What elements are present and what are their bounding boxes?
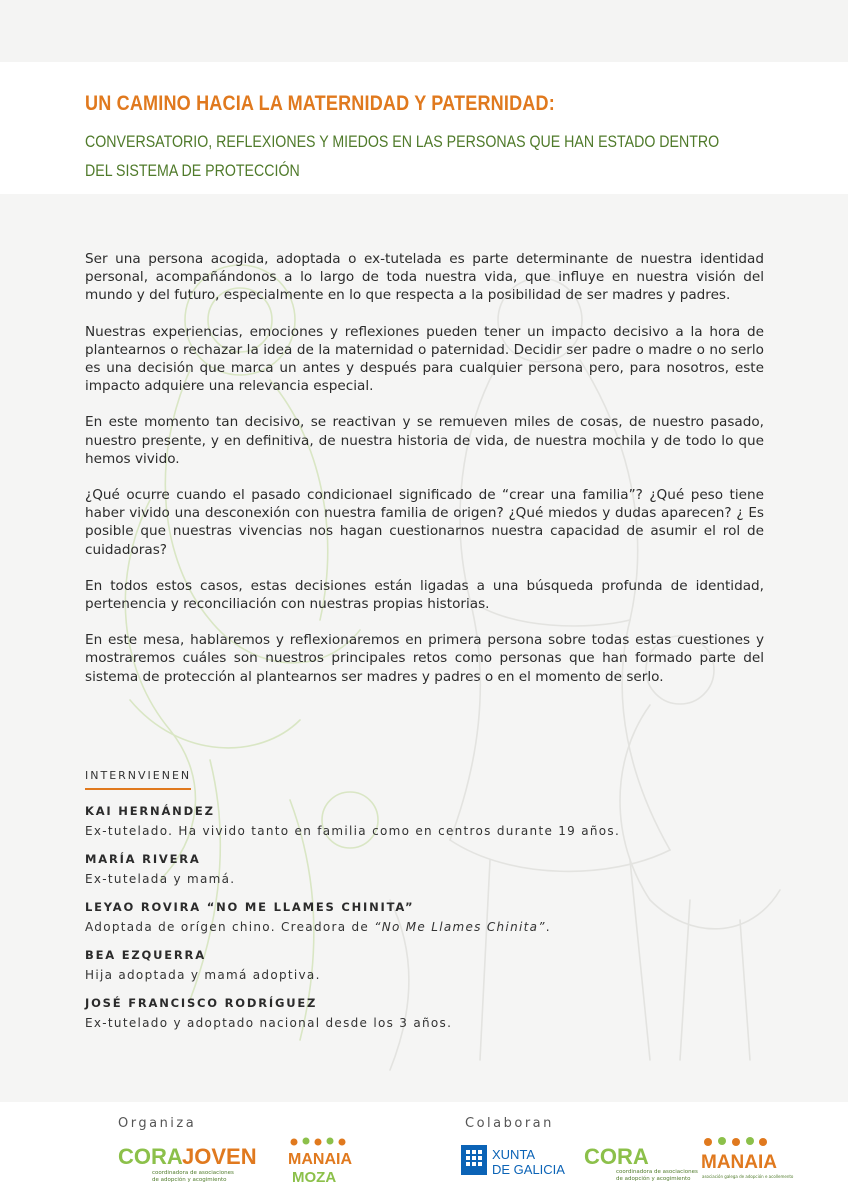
manaia-logo [700, 1136, 794, 1188]
participant [85, 996, 785, 1030]
cora-joven-tagline-1: coordinadora de asociaciones [152, 1170, 234, 1176]
xunta-line-2: DE GALICIA [492, 1162, 565, 1177]
description-text: Adoptada de orígen chino. Creadora de [85, 920, 375, 934]
participant-name: LEYAO ROVIRA “NO ME LLAMES CHINITA” [85, 900, 415, 914]
description-emphasis: “No Me Llames Chinita” [374, 920, 546, 934]
participant-description: Ex-tutelada y mamá. [85, 872, 236, 886]
participants-label: INTERNVIENEN [85, 769, 191, 790]
cora-joven-joven: JOVEN [182, 1144, 257, 1169]
top-margin [0, 0, 848, 62]
participant-name: JOSÉ FRANCISCO RODRÍGUEZ [85, 996, 318, 1010]
header-band [0, 62, 848, 194]
cora-logo [584, 1142, 698, 1182]
participant-description: Ex-tutelado y adoptado nacional desde los 3 años. [85, 1016, 453, 1030]
participant-description [85, 920, 785, 934]
manaia-moza-logo [286, 1136, 356, 1192]
description-suffix: . [545, 920, 551, 934]
cora-tagline-2: de adopción y acogimiento [616, 1176, 691, 1182]
participant [85, 948, 785, 982]
paragraph-2: Nuestras experiencias, emociones y reflexiones pueden tener un impacto decisivo a la hora de plantearnos o rechazar la idea de la maternidad o paternidad. Decidir ser padre o madre o no serlo es una decisión que marca un antes y después para cualquier persona pero, para nosotros, este impacto adquiere una relevancia especial. [85, 323, 764, 395]
cora-joven-tagline-2: de adopción y acogimiento [152, 1177, 227, 1183]
xunta-line-1: XUNTA [492, 1147, 536, 1162]
manaia-main: MANAIA [701, 1152, 777, 1173]
cora-joven-logo [118, 1140, 258, 1190]
paragraph-3: En este momento tan decisivo, se reactivan y se remueven miles de cosas, de nuestro pasado, nuestro presente, y en definitiva, de nuestra historia de vida, de nuestra mochila y de todo lo que hemos vivido. [85, 414, 764, 467]
manaia-moza-sub: MOZA [292, 1169, 337, 1186]
participant-name: KAI HERNÁNDEZ [85, 804, 215, 818]
organiza-label: Organiza [118, 1116, 197, 1131]
paragraph-6: En este mesa, hablaremos y reflexionaremos en primera persona sobre todas estas cuestiones y mostraremos cuáles son nuestros principales retos como personas que han formado parte del sistema de protección al plantearnos ser madres y padres o en el momento de serlo. [85, 632, 764, 685]
page-subtitle: CONVERSATORIO, REFLEXIONES Y MIEDOS EN LAS PERSONAS QUE HAN ESTADO DENTRO DEL SISTEMA DE PROTECCIÓN [85, 133, 720, 180]
xunta-de-galicia-logo [461, 1144, 581, 1178]
manaia-tagline: asociación galega de adopción e acollemento [702, 1174, 794, 1179]
participant-description: Ex-tutelado. Ha vivido tanto en familia como en centros durante 19 años. [85, 824, 621, 838]
paragraph-4: ¿Qué ocurre cuando el pasado condicionael significado de “crear una familia”? ¿Qué peso tiene haber vivido una desconexión con nuestra familia de origen? ¿Qué miedos y dudas aparecen? ¿ Es posible que nuestras vivencias nos hagan cuestionarnos nuestra capacidad de asumir el rol de cuidadoras? [85, 487, 764, 558]
participant-name: BEA EZQUERRA [85, 948, 206, 962]
manaia-moza-main: MANAIA [288, 1151, 352, 1168]
participant [85, 804, 785, 838]
cora-main: CORA [584, 1144, 649, 1169]
page-title: UN CAMINO HACIA LA MATERNIDAD Y PATERNIDAD: [85, 92, 555, 115]
participant [85, 852, 785, 886]
cora-tagline-1: coordinadora de asociaciones [616, 1169, 698, 1175]
paragraph-5: En todos estos casos, estas decisiones están ligadas a una búsqueda profunda de identidad, pertenencia y reconciliación con nuestras propias historias. [85, 577, 764, 613]
participants-section [85, 764, 785, 1030]
colaboran-label: Colaboran [465, 1116, 554, 1131]
participant [85, 900, 785, 934]
cora-joven-main: CORA [118, 1144, 183, 1169]
body-text [85, 250, 764, 704]
participant-description: Hija adoptada y mamá adoptiva. [85, 968, 321, 982]
footer [0, 1102, 848, 1200]
participant-name: MARÍA RIVERA [85, 852, 201, 866]
paragraph-1: Ser una persona acogida, adoptada o ex-tutelada es parte determinante de nuestra identidad personal, acompañándonos a lo largo de toda nuestra vida, que influye en nuestra visión del mundo y del futuro, especialmente en lo que respecta a la posibilidad de ser madres y padres. [85, 251, 764, 304]
